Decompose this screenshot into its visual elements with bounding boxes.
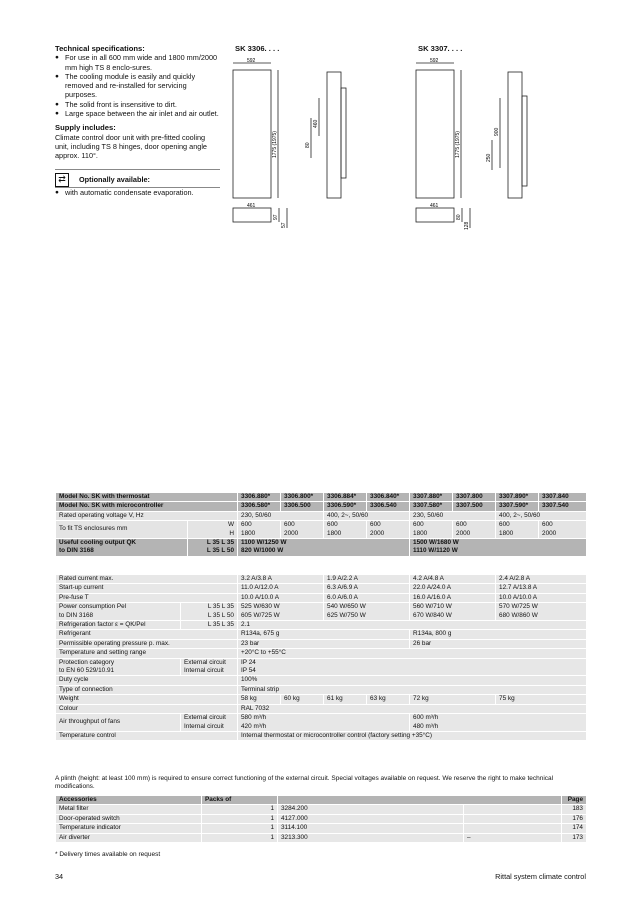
- table-row: [56, 814, 587, 823]
- supply-title: Supply includes:: [55, 123, 116, 133]
- table-cell: 600 m³/h: [413, 714, 439, 722]
- optional-list: [55, 187, 220, 197]
- column-header: [278, 796, 562, 805]
- table-cell: 600: [456, 521, 467, 529]
- table-cell: 1100 W/1250 W: [241, 539, 287, 547]
- row-label: Air throughput of fans: [56, 714, 181, 732]
- table-cell: 10.0 A/10.0 A: [238, 593, 324, 602]
- table-cell: 600: [499, 521, 510, 529]
- dim-plan-d1: 80: [456, 214, 462, 220]
- table-cell: 420 m³/h: [241, 722, 267, 730]
- dim-plan-w: 461: [430, 203, 439, 209]
- row-label: To fit TS enclosures mm: [56, 521, 188, 539]
- table-cell: IP 24: [241, 658, 256, 666]
- dim-plan-d1: 97: [273, 214, 279, 220]
- table-cell: 560 W/710 W: [413, 603, 452, 611]
- table-cell: 3307.890*: [496, 493, 539, 502]
- table-cell: 60 kg: [281, 695, 324, 704]
- condition-label: L 35 L 50: [207, 611, 234, 619]
- spec-bullet: ● For use in all 600 mm wide and 1800 mm/2000 mm high TS 8 enclo-sures.: [55, 53, 220, 72]
- table-row: [56, 731, 587, 740]
- table-row: [56, 704, 587, 713]
- table-cell: 400, 2~, 50/60: [324, 511, 410, 520]
- accessory-model: 3114.100: [278, 824, 464, 833]
- table-cell: 61 kg: [324, 695, 367, 704]
- row-label: Refrigerant: [56, 630, 238, 639]
- table-row: [56, 521, 587, 539]
- table-row: [56, 502, 587, 511]
- table-row: [56, 833, 587, 842]
- accessory-model: –: [464, 833, 562, 842]
- dim-plan-d2: 57: [281, 222, 287, 228]
- table-cell: R134a, 800 g: [410, 630, 587, 639]
- table-row: [56, 584, 587, 593]
- accessory-name: Air diverter: [56, 833, 202, 842]
- table-cell: 480 m³/h: [413, 722, 439, 730]
- accessory-model: 3213.300: [278, 833, 464, 842]
- table-cell: 3306.580*: [238, 502, 281, 511]
- accessory-page: 174: [562, 824, 587, 833]
- accessory-model: [464, 814, 562, 823]
- table-row: [56, 695, 587, 704]
- table-row: [56, 676, 587, 685]
- table-cell: 600: [327, 521, 338, 529]
- accessory-name: Metal filter: [56, 805, 202, 814]
- optional-header: [55, 169, 220, 187]
- table-cell: 680 W/860 W: [499, 611, 538, 619]
- row-label: Power consumption Pel: [59, 603, 127, 611]
- table-cell: 605 W/725 W: [241, 611, 280, 619]
- table-cell: 23 bar: [238, 639, 410, 648]
- table-row: [56, 658, 587, 676]
- table-row: [56, 493, 587, 502]
- table-cell: 1500 W/1680 W: [413, 539, 459, 547]
- table-cell: 3306.540: [367, 502, 410, 511]
- accessory-model: [464, 805, 562, 814]
- exchange-arrows-icon: ⇄: [55, 173, 69, 187]
- table-row: [56, 649, 587, 658]
- dim-a: 900: [494, 127, 500, 136]
- table-cell: 58 kg: [238, 695, 281, 704]
- table-cell: 820 W/1000 W: [241, 547, 284, 555]
- table-cell: 3306.840*: [367, 493, 410, 502]
- table-cell: 16.0 A/16.0 A: [410, 593, 496, 602]
- front-view: [233, 70, 271, 198]
- page-number: 34: [55, 872, 64, 881]
- table-cell: 6.3 A/6.9 A: [324, 584, 410, 593]
- spec-list: [55, 53, 220, 118]
- spec-title: Technical specifications:: [55, 44, 145, 53]
- accessory-model: 3284.200: [278, 805, 464, 814]
- table-cell: 1.9 A/2.2 A: [324, 575, 410, 584]
- table-cell: 600: [413, 521, 424, 529]
- supply-text: Climate control door unit with pre-fitted cooling unit, including TS 8 hinges, door opening angle approx. 110°.: [55, 132, 207, 161]
- spec-section: [55, 44, 220, 197]
- accessory-packs: 1: [202, 814, 278, 823]
- table-cell: 230, 50/60: [410, 511, 496, 520]
- spec-bullet: ● The cooling module is easily and quickly removed and re-installed for servicing purposes.: [55, 72, 220, 100]
- technical-data-table: [55, 574, 587, 741]
- table-cell: 625 W/750 W: [327, 611, 366, 619]
- table-cell: 670 W/840 W: [413, 611, 452, 619]
- dim-a: 460: [313, 119, 319, 128]
- table-row: [56, 621, 587, 630]
- note-text: A plinth (height: at least 100 mm) is required to ensure correct functioning of the external circuit. Special voltages available on request. We reserve the right to make technical modifications.: [55, 775, 554, 790]
- accessory-page: 183: [562, 805, 587, 814]
- spec-bullet: ● Large space between the air inlet and air outlet.: [55, 109, 220, 118]
- circuit-label: Internal circuit: [184, 667, 224, 675]
- table-cell: 1800: [327, 529, 342, 537]
- table-cell: 2000: [542, 529, 557, 537]
- dim-b: 250: [486, 153, 492, 162]
- front-view: [416, 70, 454, 198]
- table-cell: 2000: [284, 529, 299, 537]
- row-label: Weight: [56, 695, 238, 704]
- dim-width: 592: [430, 58, 439, 64]
- table-row: [56, 805, 587, 814]
- table-cell: 26 bar: [410, 639, 587, 648]
- dim-height: 1775 (1975): [455, 131, 461, 158]
- table-cell: 525 W/630 W: [241, 603, 280, 611]
- row-label: Rated operating voltage V, Hz: [56, 511, 238, 520]
- table-row: [56, 639, 587, 648]
- condition-label: L 35 L 35: [207, 603, 234, 611]
- table-cell: 400, 2~, 50/60: [496, 511, 587, 520]
- table-cell: 100%: [238, 676, 587, 685]
- row-label: Temperature control: [56, 731, 238, 740]
- table-row: [56, 824, 587, 833]
- footer-brand: Rittal system climate control: [495, 872, 586, 881]
- table-cell: 75 kg: [496, 695, 587, 704]
- table-row: [56, 630, 587, 639]
- table-cell: 4.2 A/4.8 A: [410, 575, 496, 584]
- table-cell: 3306.800*: [281, 493, 324, 502]
- table-cell: +20°C to +55°C: [238, 649, 587, 658]
- table-row: [56, 511, 587, 520]
- dim-b: 80: [305, 142, 311, 148]
- table-cell: 72 kg: [410, 695, 496, 704]
- table-cell: 3306.590*: [324, 502, 367, 511]
- row-label: Refrigeration factor ε = Q̇K/Pel: [56, 621, 181, 630]
- row-label: Start-up current: [56, 584, 238, 593]
- side-view: [508, 72, 522, 198]
- circuit-label: External circuit: [184, 658, 226, 666]
- table-cell: 1110 W/1120 W: [413, 547, 458, 555]
- accessory-packs: 1: [202, 805, 278, 814]
- table-cell: 600: [370, 521, 381, 529]
- row-label: Colour: [56, 704, 238, 713]
- table-cell: 12.7 A/13.8 A: [496, 584, 587, 593]
- dim-h-label: H: [229, 529, 235, 537]
- table-row: [56, 685, 587, 694]
- row-label: Protection category: [59, 658, 115, 666]
- drawing-title-left: SK 3306. . . .: [235, 44, 280, 53]
- accessory-packs: 1: [202, 824, 278, 833]
- table-cell: 2000: [370, 529, 385, 537]
- condition-label: L 35 L 35: [181, 621, 238, 630]
- accessory-name: Temperature indicator: [56, 824, 202, 833]
- table-cell: IP 54: [241, 667, 256, 675]
- accessory-page: 176: [562, 814, 587, 823]
- column-header: Accessories: [56, 796, 202, 805]
- table-cell: 63 kg: [367, 695, 410, 704]
- accessory-packs: 1: [202, 833, 278, 842]
- table-cell: R134a, 675 g: [238, 630, 410, 639]
- table-cell: 570 W/725 W: [499, 603, 538, 611]
- row-label: Model No. SK with microcontroller: [56, 502, 238, 511]
- table-cell: Terminal strip: [238, 685, 587, 694]
- drawing-title-right: SK 3307. . . .: [418, 44, 463, 53]
- table-cell: 3306.880*: [238, 493, 281, 502]
- dim-height: 1775 (1975): [272, 131, 278, 158]
- table-cell: 3306.500: [281, 502, 324, 511]
- table-cell: 22.0 A/24.0 A: [410, 584, 496, 593]
- optional-item: ● with automatic condensate evaporation.: [55, 188, 220, 197]
- table-cell: 600: [284, 521, 295, 529]
- table-row: [56, 539, 587, 557]
- table-cell: 1800: [413, 529, 428, 537]
- drawing-left: [225, 58, 405, 233]
- table-cell: 230, 50/60: [238, 511, 324, 520]
- model-table: [55, 492, 587, 557]
- table-cell: 11.0 A/12.0 A: [238, 584, 324, 593]
- table-cell: 3.2 A/3.8 A: [238, 575, 324, 584]
- table-cell: 6.0 A/6.0 A: [324, 593, 410, 602]
- plan-view: [233, 208, 271, 222]
- table-row: [56, 714, 587, 732]
- row-label: to EN 60 529/10.91: [59, 667, 115, 675]
- row-label: to DIN 3168: [59, 547, 94, 555]
- table-cell: 3307.800: [453, 493, 496, 502]
- accessory-model: 4127.000: [278, 814, 464, 823]
- dim-plan-d2: 128: [464, 221, 470, 230]
- table-cell: 3307.500: [453, 502, 496, 511]
- table-cell: 540 W/650 W: [327, 603, 366, 611]
- footnote: * Delivery times available on request: [55, 851, 161, 858]
- row-label: Pre-fuse T: [56, 593, 238, 602]
- table-cell: 3307.580*: [410, 502, 453, 511]
- table-cell: 1800: [241, 529, 256, 537]
- table-cell: RAL 7032: [238, 704, 587, 713]
- table-row: [56, 575, 587, 584]
- dim-w-label: W: [227, 521, 235, 529]
- drawing-right: [408, 58, 588, 233]
- column-header: Page: [562, 796, 587, 805]
- row-label: Temperature and setting range: [56, 649, 238, 658]
- row-label: Useful cooling output Q̇K: [59, 539, 137, 547]
- row-label: Rated current max.: [56, 575, 238, 584]
- spec-bullet: ● The solid front is insensitive to dirt.: [55, 100, 220, 109]
- table-row: [56, 796, 587, 805]
- table-cell: 600: [542, 521, 553, 529]
- plan-view: [416, 208, 454, 222]
- accessory-page: 173: [562, 833, 587, 842]
- table-cell: 2.4 A/2.8 A: [496, 575, 587, 584]
- row-label: Duty cycle: [56, 676, 238, 685]
- table-cell: 3307.840: [539, 493, 587, 502]
- circuit-label: Internal circuit: [184, 722, 224, 730]
- table-cell: 2000: [456, 529, 471, 537]
- accessory-model: [464, 824, 562, 833]
- table-cell: 580 m³/h: [241, 714, 267, 722]
- row-label: Type of connection: [56, 685, 238, 694]
- column-header: Packs of: [202, 796, 278, 805]
- optional-title: Optionally available:: [79, 174, 150, 184]
- table-cell: 3306.884*: [324, 493, 367, 502]
- dim-width: 592: [247, 58, 256, 64]
- table-cell: 2.1: [238, 621, 587, 630]
- circuit-label: External circuit: [184, 714, 226, 722]
- row-label: Model No. SK with thermostat: [56, 493, 238, 502]
- table-row: [56, 593, 587, 602]
- table-cell: 3307.590*: [496, 502, 539, 511]
- table-cell: 1800: [499, 529, 514, 537]
- table-cell: 600: [241, 521, 252, 529]
- accessories-table: [55, 795, 587, 843]
- row-label: to DIN 3168: [59, 611, 94, 619]
- condition-label: L 35 L 35: [206, 539, 235, 547]
- table-cell: 3307.880*: [410, 493, 453, 502]
- dim-plan-w: 461: [247, 203, 256, 209]
- table-cell: 10.0 A/10.0 A: [496, 593, 587, 602]
- condition-label: L 35 L 50: [206, 547, 235, 555]
- table-cell: Internal thermostat or microcontroller control (factory setting +35°C): [238, 731, 587, 740]
- row-label: Permissible operating pressure p. max.: [56, 639, 238, 648]
- accessory-name: Door-operated switch: [56, 814, 202, 823]
- table-row: [56, 603, 587, 621]
- table-cell: 3307.540: [539, 502, 587, 511]
- side-view: [327, 72, 341, 198]
